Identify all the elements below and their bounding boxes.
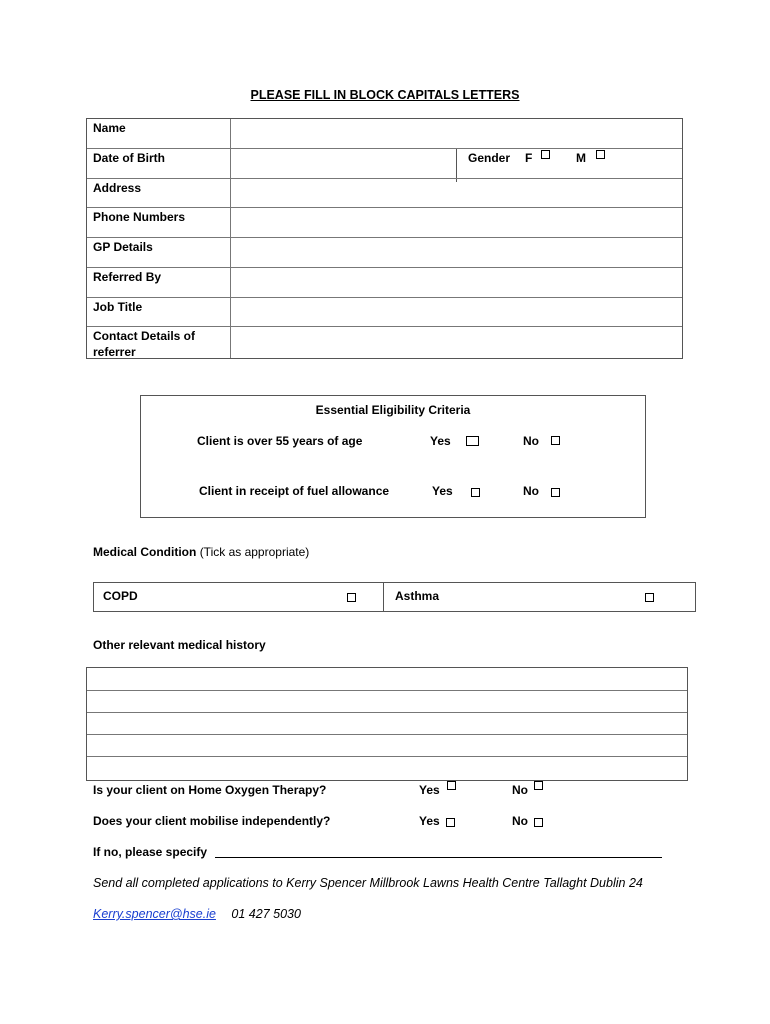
history-line[interactable] — [87, 734, 687, 756]
history-line[interactable] — [87, 668, 687, 690]
history-line[interactable] — [87, 712, 687, 734]
q2-no-label: No — [523, 484, 539, 498]
oxygen-no-label: No — [512, 783, 528, 797]
q1-yes-checkbox[interactable] — [466, 436, 479, 446]
email-link[interactable]: Kerry.spencer@hse.ie — [93, 907, 216, 921]
send-instructions: Send all completed applications to Kerry Spencer Millbrook Lawns Health Centre Tallaght Dublin 24 — [93, 876, 643, 890]
label-contact: Contact Details of referrer — [87, 327, 231, 358]
label-name: Name — [87, 119, 231, 148]
form-title: PLEASE FILL IN BLOCK CAPITALS LETTERS — [250, 88, 520, 102]
name-field[interactable] — [231, 119, 682, 148]
gp-field[interactable] — [231, 238, 682, 267]
q1-no-label: No — [523, 434, 539, 448]
history-lines — [86, 667, 688, 781]
row-gp — [87, 237, 682, 267]
eligibility-box — [140, 395, 646, 518]
mobilise-question: Does your client mobilise independently? — [93, 814, 331, 828]
eligibility-q2: Client in receipt of fuel allowance — [199, 484, 390, 498]
label-job-title: Job Title — [87, 298, 231, 326]
history-heading: Other relevant medical history — [93, 638, 266, 652]
oxygen-question: Is your client on Home Oxygen Therapy? — [93, 783, 327, 797]
specify-label: If no, please specify — [93, 845, 208, 859]
gender-f-checkbox[interactable] — [541, 150, 550, 159]
history-line[interactable] — [87, 756, 687, 780]
q1-yes-label: Yes — [430, 434, 451, 448]
dob-field[interactable] — [231, 149, 682, 178]
oxygen-yes-label: Yes — [419, 783, 440, 797]
referred-by-field[interactable] — [231, 268, 682, 297]
row-referred-by — [87, 267, 682, 297]
q2-yes-checkbox[interactable] — [471, 488, 480, 497]
row-name — [87, 119, 682, 148]
row-job-title — [87, 297, 682, 326]
job-title-field[interactable] — [231, 298, 682, 326]
mobilise-yes-label: Yes — [419, 814, 440, 828]
label-gp: GP Details — [87, 238, 231, 267]
contact-field[interactable] — [231, 327, 682, 358]
medical-condition-table — [93, 582, 696, 612]
q1-no-checkbox[interactable] — [551, 436, 560, 445]
asthma-label: Asthma — [395, 589, 440, 603]
q2-yes-label: Yes — [432, 484, 453, 498]
asthma-cell — [384, 583, 695, 611]
copd-cell — [94, 583, 384, 611]
mobilise-no-label: No — [512, 814, 528, 828]
medical-heading-text: Medical Condition — [93, 545, 197, 559]
oxygen-yes-checkbox[interactable] — [447, 781, 456, 790]
address-field[interactable] — [231, 179, 682, 207]
copd-checkbox[interactable] — [347, 593, 356, 602]
mobilise-yes-checkbox[interactable] — [446, 818, 455, 827]
mobilise-no-checkbox[interactable] — [534, 818, 543, 827]
oxygen-no-checkbox[interactable] — [534, 781, 543, 790]
q2-no-checkbox[interactable] — [551, 488, 560, 497]
label-address: Address — [87, 179, 231, 207]
row-address — [87, 178, 682, 207]
medical-condition-heading — [93, 545, 309, 559]
copd-label: COPD — [103, 589, 138, 603]
history-line[interactable] — [87, 690, 687, 712]
personal-details-table — [86, 118, 683, 359]
row-phone — [87, 207, 682, 237]
eligibility-heading: Essential Eligibility Criteria — [315, 403, 471, 417]
label-referred-by: Referred By — [87, 268, 231, 297]
label-dob: Date of Birth — [87, 149, 231, 178]
label-gender-m: M — [576, 151, 586, 165]
specify-line[interactable] — [215, 857, 662, 858]
label-phone: Phone Numbers — [87, 208, 231, 237]
row-dob — [87, 148, 682, 178]
label-gender-f: F — [525, 151, 533, 165]
phone-field[interactable] — [231, 208, 682, 237]
medical-note: (Tick as appropriate) — [199, 545, 310, 559]
phone-number: 01 427 5030 — [231, 907, 301, 921]
eligibility-q1: Client is over 55 years of age — [197, 434, 363, 448]
asthma-checkbox[interactable] — [645, 593, 654, 602]
label-gender: Gender — [468, 151, 511, 165]
contact-line — [93, 907, 301, 921]
row-contact — [87, 326, 682, 358]
gender-m-checkbox[interactable] — [596, 150, 605, 159]
